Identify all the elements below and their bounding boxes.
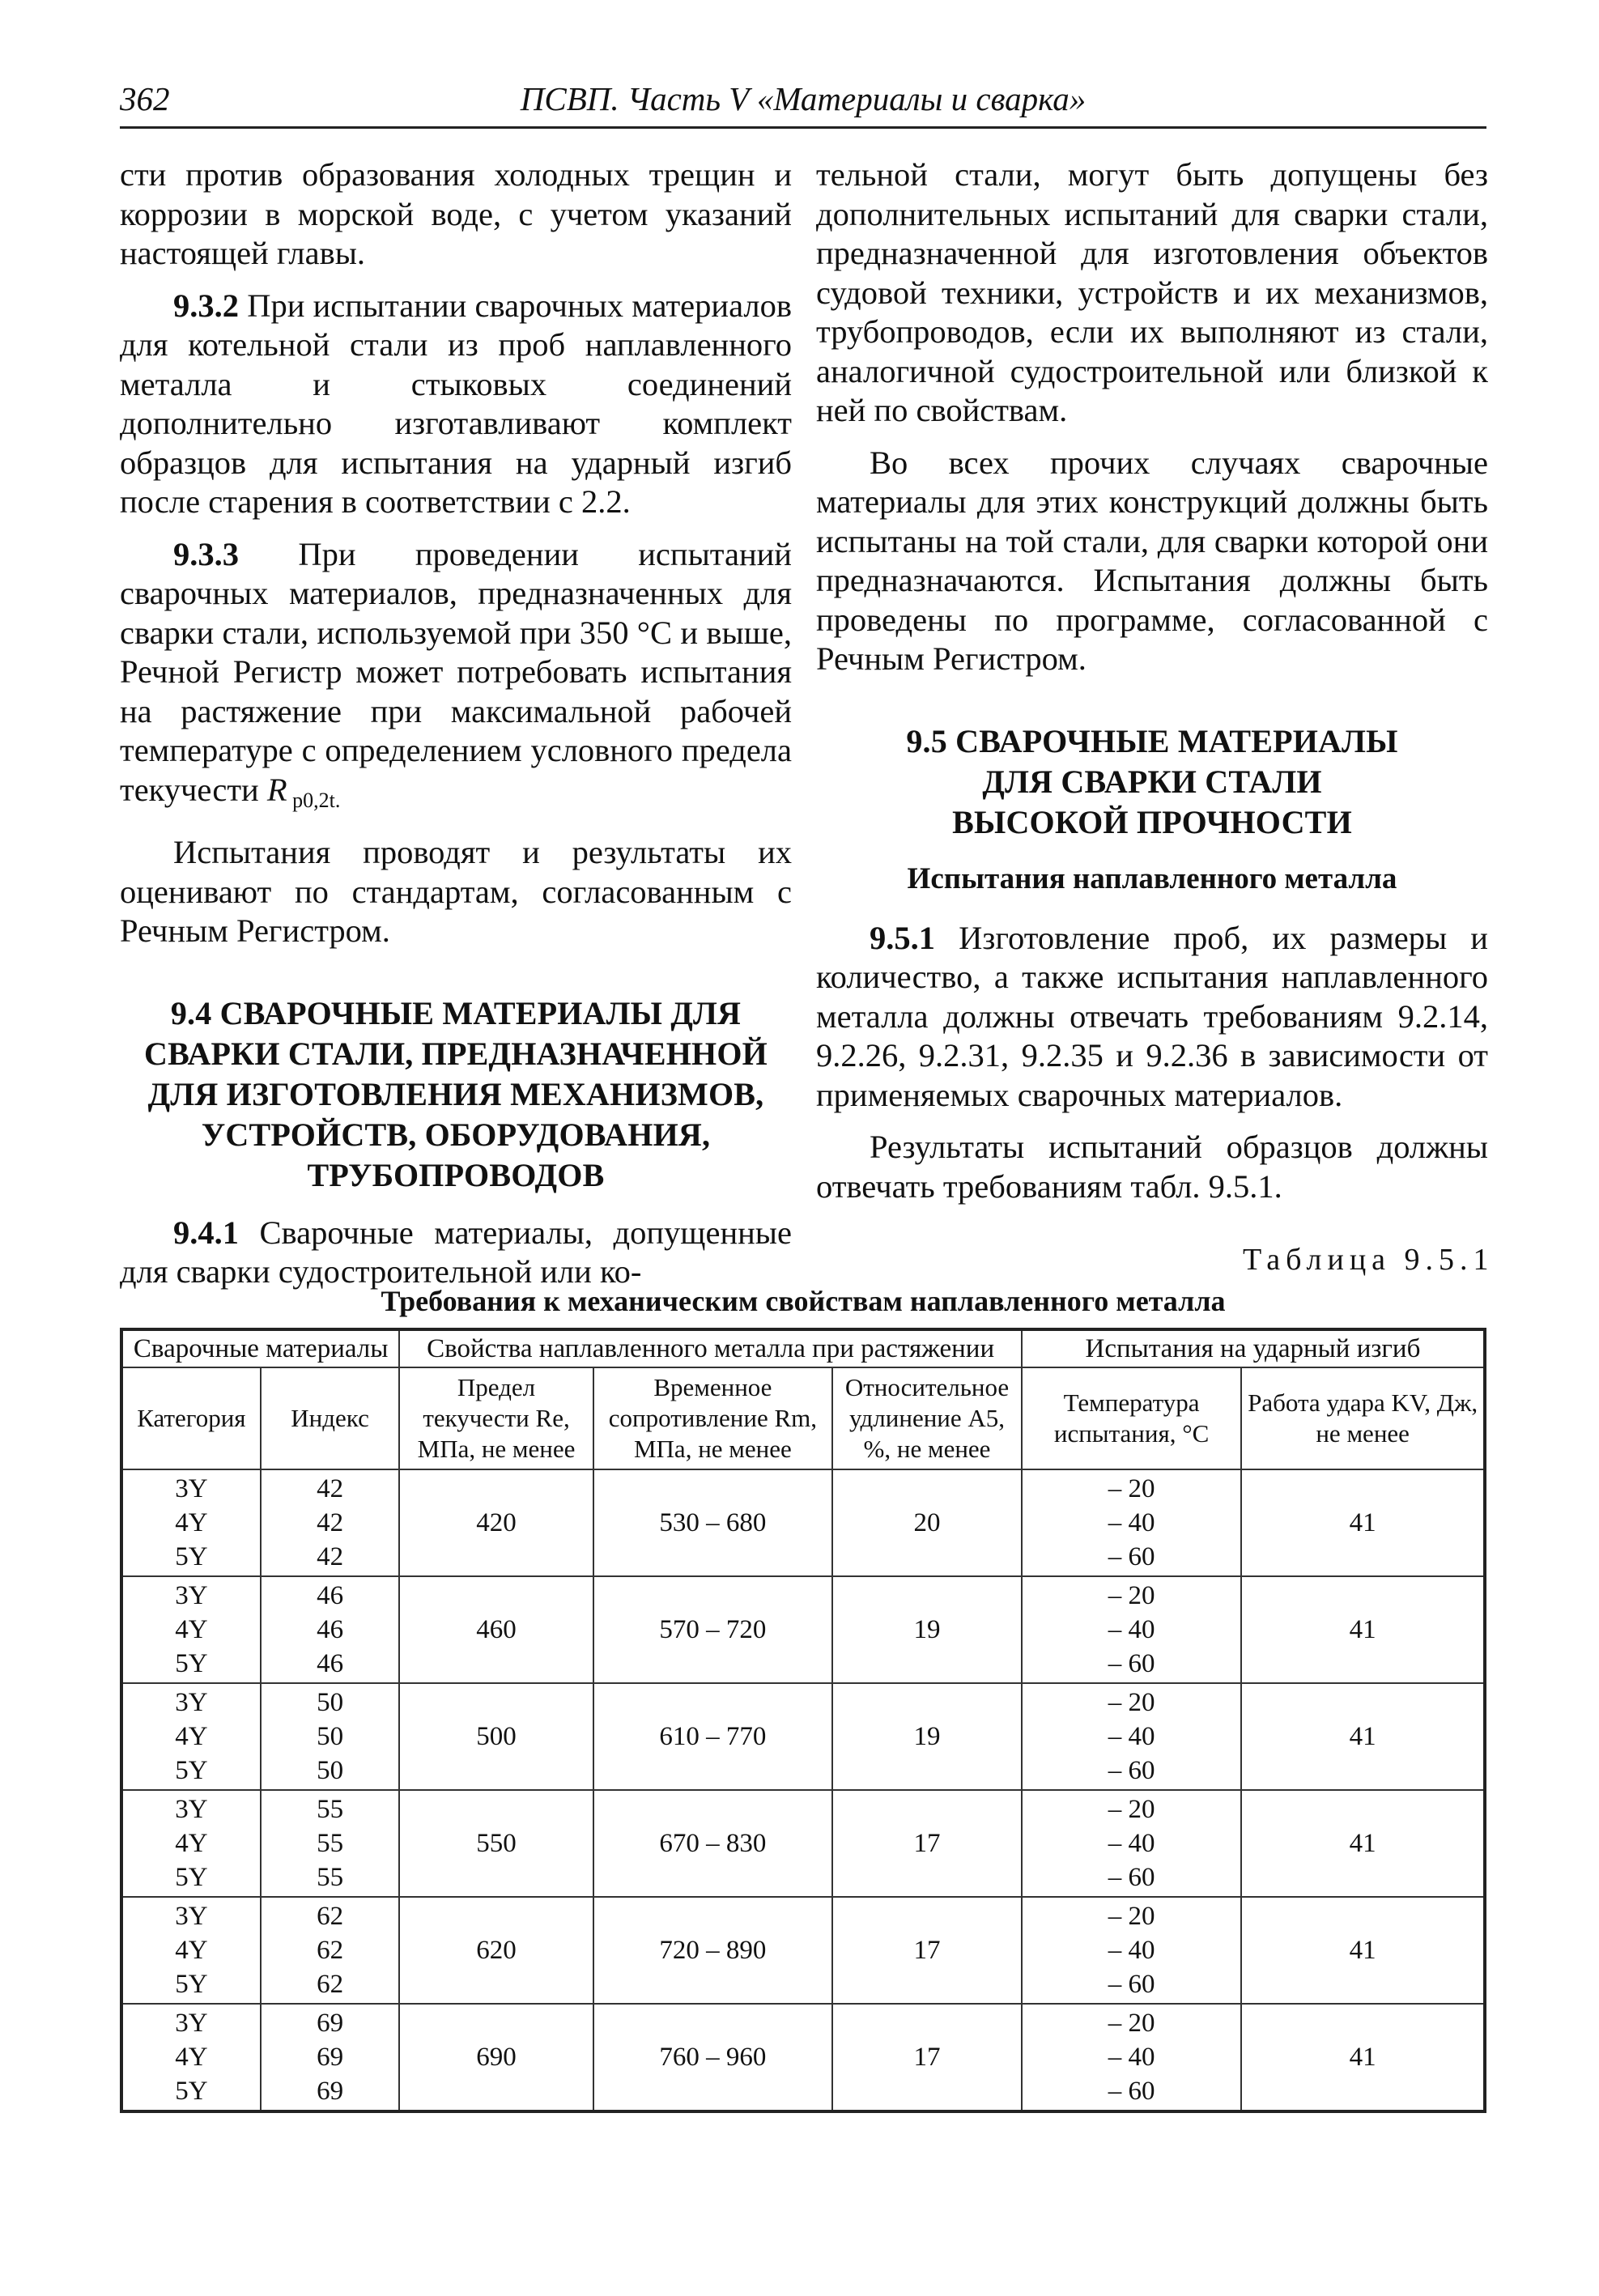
cell-line: – 60: [1108, 1863, 1155, 1892]
cell-line: 50: [317, 1722, 344, 1751]
cell-line: 4Y: [175, 2043, 208, 2072]
cell-line: 5Y: [175, 2077, 208, 2106]
cell-line: 3Y: [175, 1688, 208, 1717]
heading-line: ТРУБОПРОВОДОВ: [307, 1156, 605, 1193]
impact-energy-cell: 41: [1241, 2004, 1485, 2111]
tensile-strength-cell: 760 – 960: [593, 2004, 832, 2111]
cell-line: – 40: [1108, 1508, 1155, 1537]
index-cell: [261, 1469, 400, 1576]
heading-line: 9.5 СВАРОЧНЫЕ МАТЕРИАЛЫ: [906, 722, 1398, 759]
cell-line: – 60: [1108, 1970, 1155, 1999]
symbol-subscript: р0,2t.: [287, 788, 341, 812]
temperature-cell: [1022, 2004, 1241, 2111]
paragraph-text: При проведении испытаний сварочных материалов, предназначенных для сварки стали, используемой при 350 °С и выше, Речной Регистр может потребовать испытания на растяжение при максимальной рабочей температуре с определением условного предела текучести: [120, 535, 792, 808]
cell-line: 4Y: [175, 1615, 208, 1644]
index-cell: [261, 1576, 400, 1683]
temperature-cell: [1022, 1576, 1241, 1683]
cell-line: 50: [317, 1688, 344, 1717]
cell-line: 62: [317, 1902, 344, 1931]
cell-line: 4Y: [175, 1722, 208, 1751]
cell-line: – 60: [1108, 1542, 1155, 1571]
index-cell: [261, 1683, 400, 1790]
group-header-row: [121, 1329, 1485, 1367]
tensile-strength-cell: 670 – 830: [593, 1790, 832, 1897]
temperature-cell: [1022, 1683, 1241, 1790]
tensile-strength-cell: 570 – 720: [593, 1576, 832, 1683]
heading-line: СВАРКИ СТАЛИ, ПРЕДНАЗНАЧЕННОЙ: [144, 1035, 768, 1072]
cell-line: 3Y: [175, 1902, 208, 1931]
impact-energy-cell: 41: [1241, 1576, 1485, 1683]
column-header-row: [121, 1367, 1485, 1469]
elongation-cell: 20: [832, 1469, 1022, 1576]
cell-line: – 20: [1108, 2009, 1155, 2038]
cell-line: – 20: [1108, 1902, 1155, 1931]
cell-line: 69: [317, 2043, 344, 2072]
table-row: [121, 1897, 1485, 2004]
category-cell: [121, 2004, 261, 2111]
paragraph-text: При испытании сварочных материалов для котельной стали из проб наплавленного металла и стыковых соединений дополнительно изготавливают комплект образцов для испытания на ударный изгиб после старения в соответствии с 2.2.: [120, 287, 792, 520]
section-heading: [120, 993, 792, 1196]
yield-strength-cell: 690: [399, 2004, 593, 2111]
heading-line: ДЛЯ ИЗГОТОВЛЕНИЯ МЕХАНИЗМОВ,: [147, 1075, 764, 1112]
index-cell: [261, 1897, 400, 2004]
cell-line: 3Y: [175, 1581, 208, 1610]
paragraph: Во всех прочих случаях сварочные материалы для этих конструкций должны быть испытаны на той стали, для сварки которой они предназначаются. Испытания должны быть проведены по программе, согласованной с Речным Регистром.: [816, 444, 1488, 677]
cell-line: – 40: [1108, 2043, 1155, 2072]
category-cell: [121, 1897, 261, 2004]
yield-strength-cell: 550: [399, 1790, 593, 1897]
cell-line: 42: [317, 1508, 344, 1537]
cell-line: – 20: [1108, 1688, 1155, 1717]
elongation-cell: 17: [832, 1790, 1022, 1897]
column-header: Индекс: [261, 1367, 400, 1469]
elongation-cell: 19: [832, 1576, 1022, 1683]
cell-line: 4Y: [175, 1829, 208, 1858]
column-header: Предел текучести Re, МПа, не менее: [399, 1367, 593, 1469]
column-header: Временное сопротивление Rm, МПа, не менее: [593, 1367, 832, 1469]
cell-line: 46: [317, 1649, 344, 1678]
yield-strength-cell: 620: [399, 1897, 593, 2004]
cell-line: 3Y: [175, 2009, 208, 2038]
elongation-cell: 19: [832, 1683, 1022, 1790]
cell-line: 69: [317, 2077, 344, 2106]
index-cell: [261, 1790, 400, 1897]
paragraph: тельной стали, могут быть допущены без дополнительных испытаний для сварки стали, предназначенной для изготовления объектов судовой техники, устройств и их механизмов, трубопроводов, если их выполняют из стали, аналогичной судостроительной или близкой к ней по свойствам.: [816, 156, 1488, 428]
cell-line: 3Y: [175, 1795, 208, 1824]
cell-line: 42: [317, 1542, 344, 1571]
heading-line: 9.4 СВАРОЧНЫЕ МАТЕРИАЛЫ ДЛЯ: [170, 994, 742, 1031]
cell-line: – 60: [1108, 1756, 1155, 1785]
table-row: [121, 1576, 1485, 1683]
column-header: Температура испытания, °С: [1022, 1367, 1241, 1469]
cell-line: 55: [317, 1863, 344, 1892]
cell-line: – 60: [1108, 1649, 1155, 1678]
temperature-cell: [1022, 1897, 1241, 2004]
paragraph: [120, 287, 792, 522]
right-column: [816, 155, 1488, 1219]
cell-line: 62: [317, 1936, 344, 1965]
column-header: Работа удара KV, Дж, не менее: [1241, 1367, 1485, 1469]
cell-line: 55: [317, 1829, 344, 1858]
left-column: [120, 155, 792, 1305]
group-header: Свойства наплавленного металла при растяжении: [399, 1329, 1022, 1367]
temperature-cell: [1022, 1790, 1241, 1897]
cell-line: – 20: [1108, 1581, 1155, 1610]
heading-line: ВЫСОКОЙ ПРОЧНОСТИ: [952, 803, 1352, 840]
yield-strength-cell: 420: [399, 1469, 593, 1576]
table-body: [121, 1469, 1485, 2111]
cell-line: 5Y: [175, 1542, 208, 1571]
cell-line: 50: [317, 1756, 344, 1785]
category-cell: [121, 1790, 261, 1897]
clause-number: 9.3.2: [173, 287, 239, 324]
clause-number: 9.3.3: [173, 535, 239, 572]
cell-line: 46: [317, 1615, 344, 1644]
page-number: 362: [120, 80, 170, 117]
tensile-strength-cell: 720 – 890: [593, 1897, 832, 2004]
subsection-heading: Испытания наплавленного металла: [907, 861, 1397, 895]
cell-line: 5Y: [175, 1756, 208, 1785]
cell-line: 42: [317, 1474, 344, 1503]
cell-line: – 40: [1108, 1615, 1155, 1644]
tensile-strength-cell: 530 – 680: [593, 1469, 832, 1576]
paragraph: сти против образования холодных трещин и коррозии в морской воде, с учетом указаний настоящей главы.: [120, 156, 792, 271]
table-title: Требования к механическим свойствам наплавленного металла: [381, 1285, 1226, 1317]
elongation-cell: 17: [832, 1897, 1022, 2004]
cell-line: – 20: [1108, 1474, 1155, 1503]
category-cell: [121, 1469, 261, 1576]
impact-energy-cell: 41: [1241, 1897, 1485, 2004]
cell-line: 46: [317, 1581, 344, 1610]
paragraph: [120, 1214, 792, 1292]
category-cell: [121, 1576, 261, 1683]
tensile-strength-cell: 610 – 770: [593, 1683, 832, 1790]
requirements-table: [120, 1328, 1486, 2113]
table-row: [121, 1790, 1485, 1897]
cell-line: – 40: [1108, 1722, 1155, 1751]
yield-strength-cell: 460: [399, 1576, 593, 1683]
group-header: Сварочные материалы: [121, 1329, 399, 1367]
elongation-cell: 17: [832, 2004, 1022, 2111]
impact-energy-cell: 41: [1241, 1683, 1485, 1790]
impact-energy-cell: 41: [1241, 1469, 1485, 1576]
cell-line: 5Y: [175, 1649, 208, 1678]
column-header: Относительное удлинение A5, %, не менее: [832, 1367, 1022, 1469]
paragraph-text: Сварочные материалы, допущенные для сварки судостроительной или ко-: [120, 1214, 792, 1290]
cell-line: – 60: [1108, 2077, 1155, 2106]
page-header: [120, 74, 1486, 129]
cell-line: – 20: [1108, 1795, 1155, 1824]
table-row: [121, 2004, 1485, 2111]
section-heading: [816, 721, 1488, 843]
table-row: [121, 1469, 1485, 1576]
cell-line: 4Y: [175, 1508, 208, 1537]
cell-line: 55: [317, 1795, 344, 1824]
clause-number: 9.5.1: [870, 919, 935, 956]
yield-strength-cell: 500: [399, 1683, 593, 1790]
cell-line: 3Y: [175, 1474, 208, 1503]
clause-number: 9.4.1: [173, 1214, 239, 1251]
paragraph: Результаты испытаний образцов должны отвечать требованиям табл. 9.5.1.: [816, 1129, 1488, 1205]
column-header: Категория: [121, 1367, 261, 1469]
cell-line: 4Y: [175, 1936, 208, 1965]
impact-energy-cell: 41: [1241, 1790, 1485, 1897]
heading-line: ДЛЯ СВАРКИ СТАЛИ: [982, 763, 1322, 800]
heading-line: УСТРОЙСТВ, ОБОРУДОВАНИЯ,: [201, 1116, 711, 1153]
cell-line: 62: [317, 1970, 344, 1999]
cell-line: – 40: [1108, 1936, 1155, 1965]
cell-line: 5Y: [175, 1970, 208, 1999]
table-label: Таблица 9.5.1: [1243, 1243, 1495, 1277]
paragraph: [816, 919, 1488, 1116]
temperature-cell: [1022, 1469, 1241, 1576]
cell-line: 5Y: [175, 1863, 208, 1892]
paragraph-text: Изготовление проб, их размеры и количество, а также испытания наплавленного металла должны отвечать требованиям 9.2.14, 9.2.26, 9.2.31, 9.2.35 и 9.2.36 в зависимости от применяемых сварочных материалов.: [816, 919, 1488, 1113]
symbol: R: [266, 771, 287, 808]
table-row: [121, 1683, 1485, 1790]
category-cell: [121, 1683, 261, 1790]
group-header: Испытания на ударный изгиб: [1022, 1329, 1485, 1367]
index-cell: [261, 2004, 400, 2111]
cell-line: – 40: [1108, 1829, 1155, 1858]
cell-line: 69: [317, 2009, 344, 2038]
paragraph: Испытания проводят и результаты их оценивают по стандартам, согласованным с Речным Регистром.: [120, 834, 792, 949]
paragraph: [120, 535, 792, 821]
running-title: ПСВП. Часть V «Материалы и сварка»: [520, 80, 1087, 117]
